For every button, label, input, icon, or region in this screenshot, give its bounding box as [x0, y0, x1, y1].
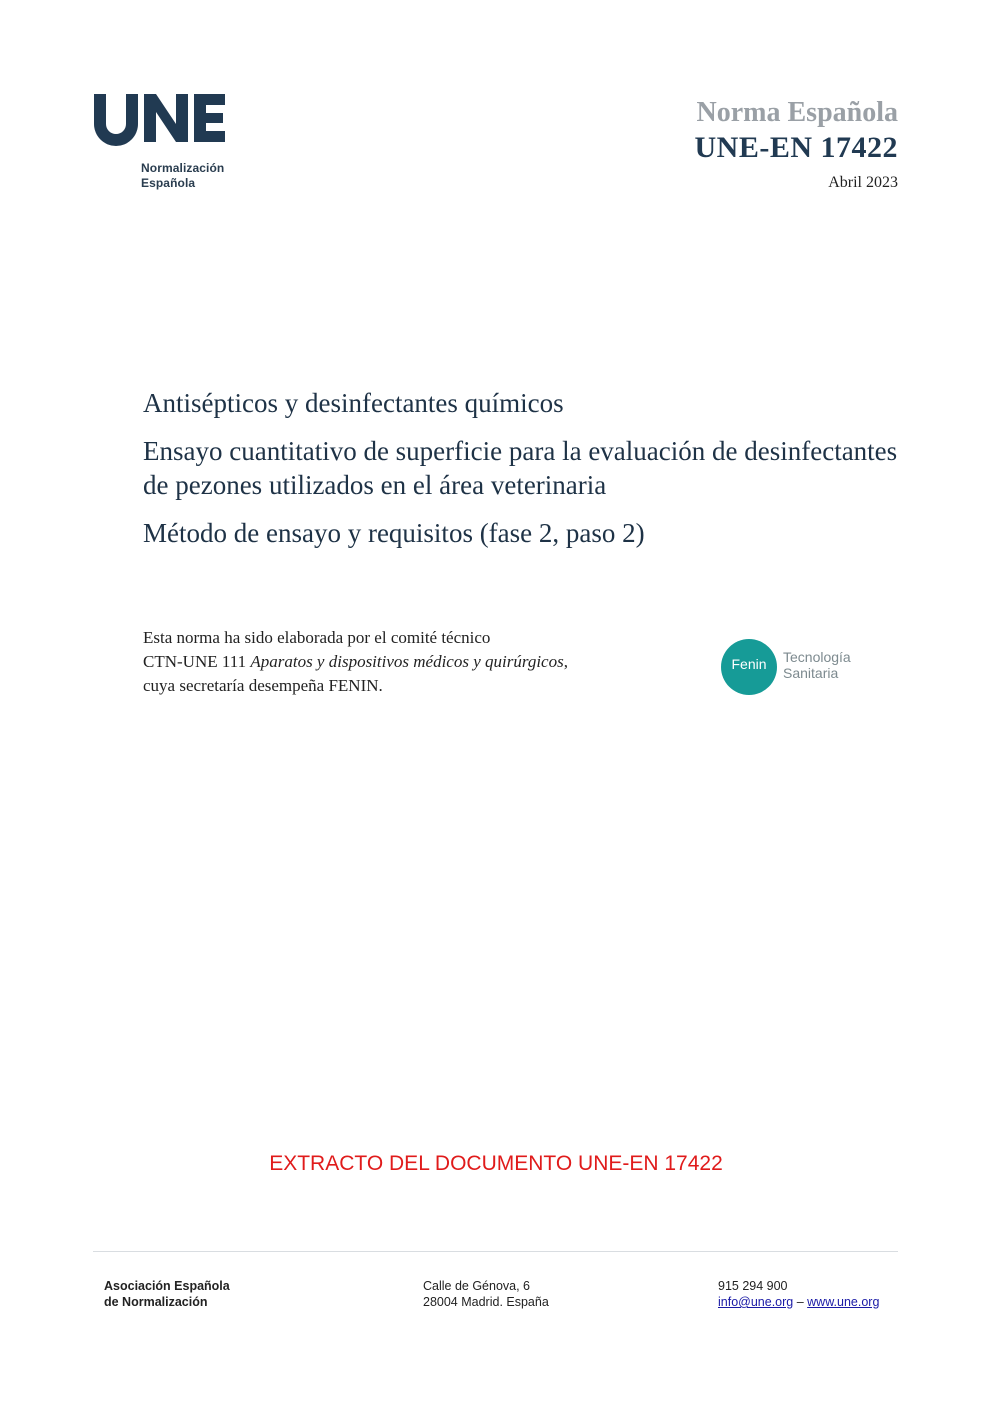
fenin-word: Fenin	[731, 656, 767, 672]
une-logo-mark	[92, 88, 227, 146]
une-logo-subtitle: Normalización Española	[141, 161, 225, 190]
website-link[interactable]: www.une.org	[807, 1295, 880, 1309]
title-line-1: Antisépticos y desinfectantes químicos	[143, 388, 564, 418]
footer-phone: 915 294 900	[718, 1279, 788, 1293]
extract-notice: EXTRACTO DEL DOCUMENTO UNE-EN 17422	[269, 1152, 723, 1175]
norm-code: UNE-EN 17422	[694, 131, 898, 164]
committee-statement	[143, 626, 703, 698]
email-link[interactable]: info@une.org	[718, 1295, 794, 1309]
footer-contact: 915 294 900 info@une.org – www.une.org	[718, 1279, 880, 1309]
une-logo	[92, 88, 242, 198]
footer-organization: Asociación Española de Normalización	[104, 1279, 230, 1309]
committee-line-3: cuya secretaría desempeña FENIN.	[143, 676, 383, 695]
committee-name: Aparatos y dispositivos médicos y quirúrgicos	[250, 652, 564, 671]
fenin-logo	[721, 639, 881, 697]
norm-kind: Norma Española	[696, 97, 898, 128]
title-line-3: Método de ensayo y requisitos (fase 2, paso 2)	[143, 518, 645, 548]
title-line-2: Ensayo cuantitativo de superficie para la evaluación de desinfectantes de pezones utilizados en el área veterinaria	[143, 436, 898, 500]
fenin-tagline: Tecnología Sanitaria	[783, 649, 851, 681]
committee-line-1: Esta norma ha sido elaborada por el comité técnico	[143, 628, 491, 647]
footer-divider	[93, 1251, 898, 1252]
committee-line-2: CTN-UNE 111 Aparatos y dispositivos médicos y quirúrgicos,	[143, 652, 568, 671]
footer-address: Calle de Génova, 6 28004 Madrid. España	[423, 1279, 549, 1309]
norm-date: Abril 2023	[828, 174, 898, 191]
norm-header	[694, 96, 898, 192]
document-titles	[143, 386, 923, 550]
